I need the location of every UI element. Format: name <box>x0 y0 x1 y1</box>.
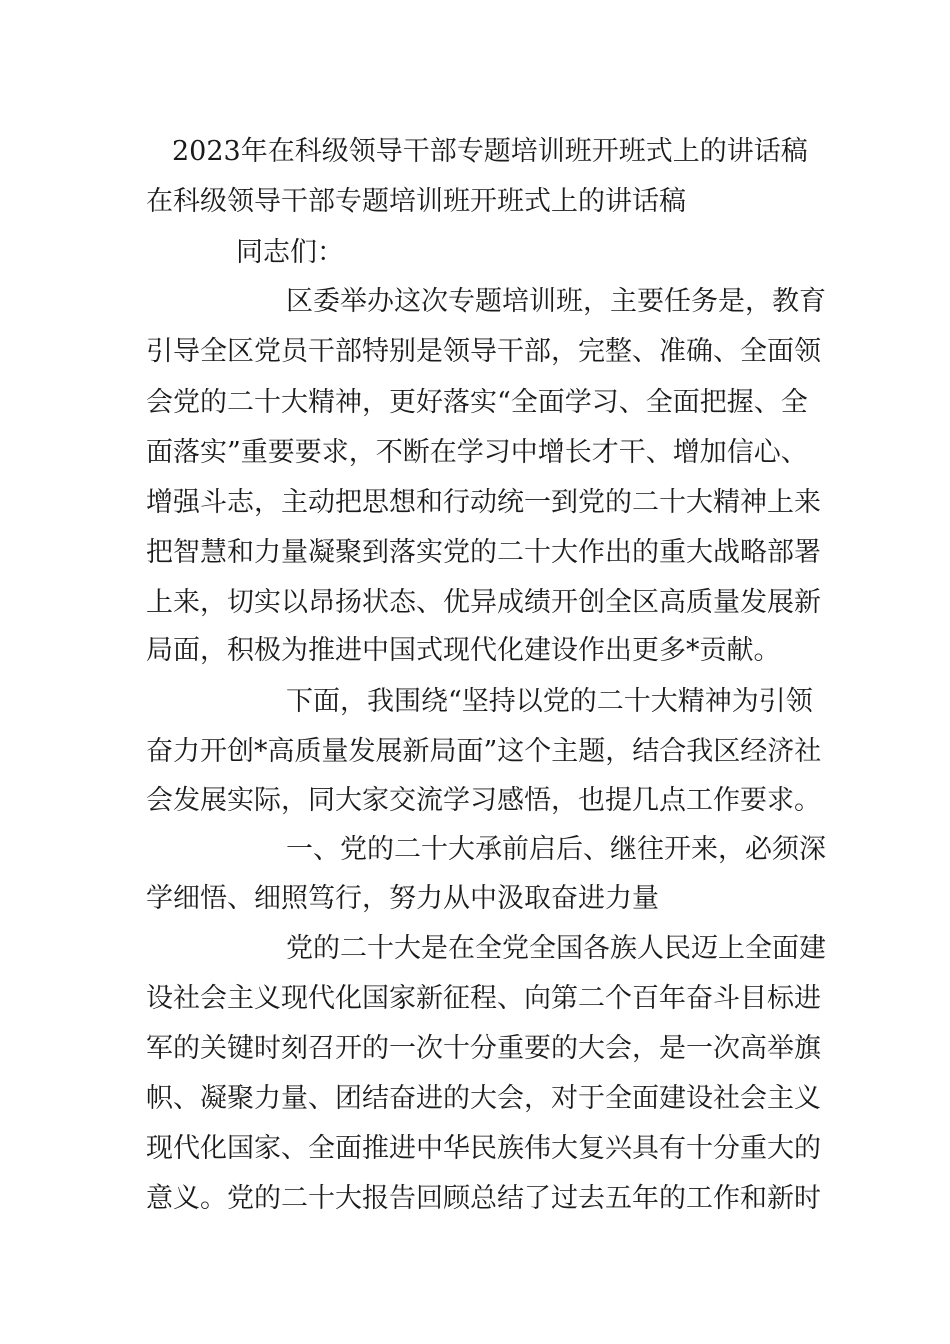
text-line: 区委举办这次专题培训班，主要任务是，教育 <box>286 286 826 317</box>
document-title: 2023年在科级领导干部专题培训班开班式上的讲话稿 <box>172 136 808 167</box>
text-line: 帜、凝聚力量、团结奋进的大会，对于全面建设社会主义 <box>146 1083 821 1114</box>
text-line: 意义。党的二十大报告回顾总结了过去五年的工作和新时 <box>146 1183 821 1214</box>
text-line: 奋力开创*高质量发展新局面”这个主题，结合我区经济社 <box>146 736 822 767</box>
document-subtitle: 在科级领导干部专题培训班开班式上的讲话稿 <box>146 186 686 217</box>
text-line: 会发展实际，同大家交流学习感悟，也提几点工作要求。 <box>146 785 821 816</box>
text-line: 上来，切实以昂扬状态、优异成绩开创全区高质量发展新 <box>146 587 821 618</box>
section-heading-line: 学细悟、细照笃行，努力从中汲取奋进力量 <box>146 883 659 914</box>
text-line: 军的关键时刻召开的一次十分重要的大会，是一次高举旗 <box>146 1033 821 1064</box>
text-line: 引导全区党员干部特别是领导干部，完整、准确、全面领 <box>146 336 821 367</box>
text-line: 党的二十大是在全党全国各族人民迈上全面建 <box>286 933 826 964</box>
text-line: 面落实”重要要求，不断在学习中增长才干、增加信心、 <box>146 437 808 468</box>
text-line: 会党的二十大精神，更好落实“全面学习、全面把握、全 <box>146 387 808 418</box>
text-line: 设社会主义现代化国家新征程、向第二个百年奋斗目标进 <box>146 983 821 1014</box>
section-heading-line: 一、党的二十大承前启后、继往开来，必须深 <box>286 834 826 865</box>
text-line: 下面，我围绕“坚持以党的二十大精神为引领 <box>286 686 813 717</box>
greeting: 同志们： <box>236 237 344 268</box>
text-line: 增强斗志，主动把思想和行动统一到党的二十大精神上来 <box>146 487 821 518</box>
text-line: 局面，积极为推进中国式现代化建设作出更多*贡献。 <box>146 635 781 666</box>
text-line: 现代化国家、全面推进中华民族伟大复兴具有十分重大的 <box>146 1133 821 1164</box>
text-line: 把智慧和力量凝聚到落实党的二十大作出的重大战略部署 <box>146 537 821 568</box>
